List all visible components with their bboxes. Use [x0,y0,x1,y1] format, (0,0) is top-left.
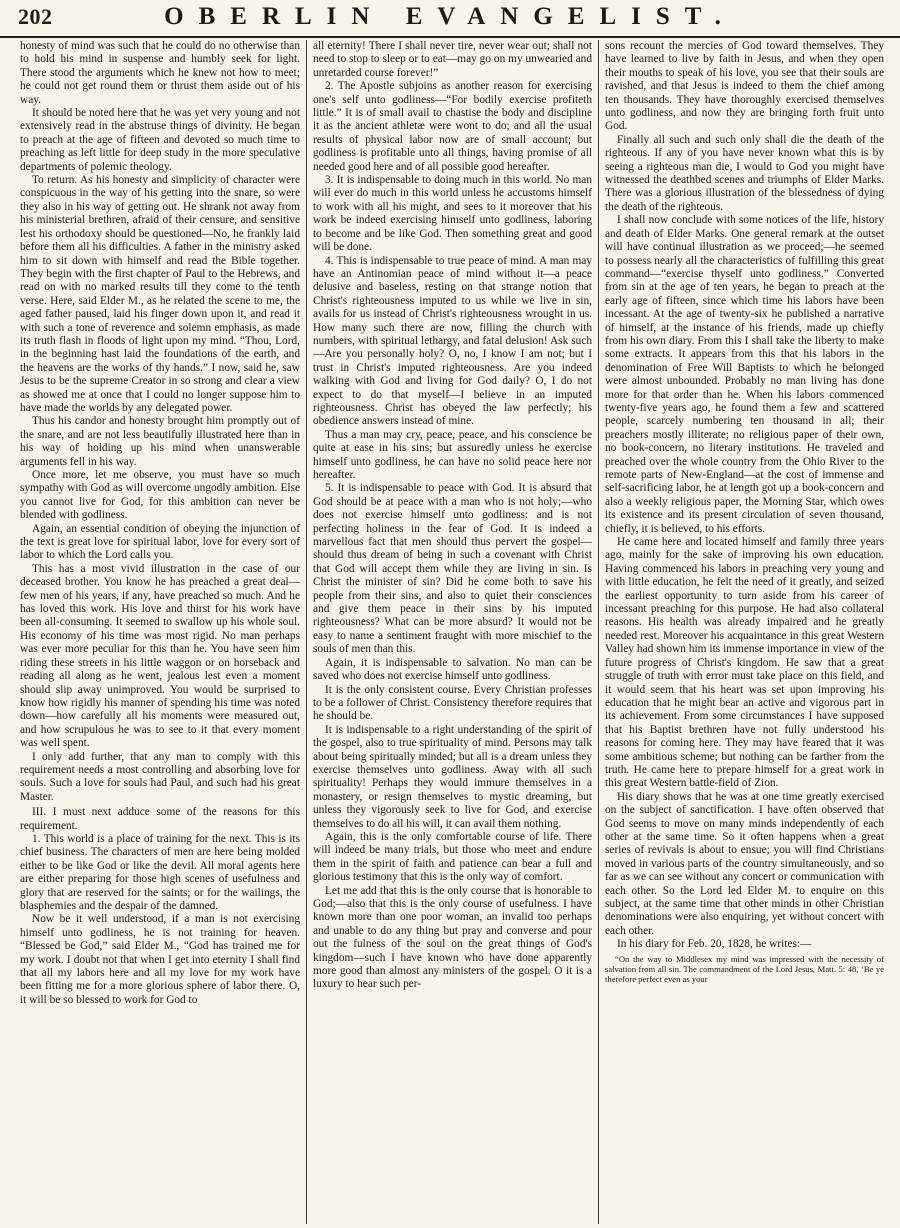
paragraph: Once more, let me observe, you must have so much sympathy with God as will overcome ungodly ambition. Else you cannot live for God, for this ambition can never be blended with godliness. [20,469,300,522]
paragraph: It should be noted here that he was yet very young and not extensively read in the abstruse things of divinity. He began to preach at the age of fifteen and devoted so much time to preaching as left little for deep study in the more speculative departments of polemic theology. [20,107,300,173]
paragraph: Thus his candor and honesty brought him promptly out of the snare, and are not less beautifully illustrated here than in his way of holding up his mind when unanswerable arguments fell in his way. [20,415,300,468]
paragraph: Again, an essential condition of obeying the injunction of the text is great love for spiritual labor, love for every sort of labor to which the Lord calls you. [20,522,300,562]
paragraph: Thus a man may cry, peace, peace, and his conscience be quite at ease in his sins; but assuredly unless he exercise himself unto godliness, he can have no solid peace here nor hereafter. [313,428,592,481]
paragraph: 1. This world is a place of training for the next. This is its chief business. The characters of men are here being molded either to be like God or like the devil. All moral agents here are either preparing for those high scenes of usefulness and glory that are reserved for the saints; or for the wailings, the blasphemies and the despair of the damned. [20,832,300,912]
article-columns [14,40,890,1224]
paragraph: It is indispensable to a right understanding of the spirit of the gospel, also to true spirituality of mind. Persons may talk about being spiritually minded; but all is a dream unless they exercise themselves unto godliness. Away with all such spirituality! Perhaps they would immure themselves in a monastery, or resign themselves to mystic dreaming, but unless they vigorously seek to live for God, and exercise themselves to do all his will, it can avail them nothing. [313,723,592,830]
paragraph: 5. It is indispensable to peace with God. It is absurd that God should be at peace with a man who is not holy;—who does not exercise himself unto godliness: and is not perfecting holiness in the fear of God. It is indeed a marvellous fact that men should thus pervert the gospel—should thus dream of being in such a covenant with Christ that God will accept them while they are living in sin. Is Christ the minister of sin? Did he come both to save his people from their sins, and also to quiet their consciences and give them peace in their sins by his imputed righteousness? What can be more absurd? It would not be easy to name a sentiment fraught with more mischief to the souls of men than this. [313,482,592,656]
masthead [0,0,900,38]
column-1 [14,40,306,1224]
column-3 [598,40,890,1224]
paragraph: “On the way to Middlesex my mind was impressed with the necessity of salvation from all sin. The commandment of the Lord Jesus, Matt. 5: 48, ‘Be ye therefore perfect even as your [605,953,884,984]
paper-title: OBERLIN EVANGELIST. [164,3,736,30]
paragraph: Now be it well understood, if a man is not exercising himself unto godliness, he is not training for heaven. “Blessed be God,” said Elder M., “God has trained me for my work. I doubt not that when I get into eternity I shall find that all my labors here and all my love for my work have been fitting me for a more glorious sphere of labor there. O, it will be so blessed to work for God to [20,913,300,1006]
paragraph: 4. This is indispensable to true peace of mind. A man may have an Antinomian peace of mind without it—a peace delusive and baseless, resting on that strange notion that Christ's righteousness imputed to us while we live in sin, avails for us instead of Christ's righteousness wrought in us. How many such there are now, filling the church with numbers, with spiritual lethargy, and fatal delusion! Ask such—Are you personally holy? O, no, I know I am not; but I trust in Christ's imputed righteousness. Are you indeed walking with God and living for God daily? O, I do not expect to do that myself—I believe in an imputed righteousness. Christ has obeyed the law perfectly; his obedience answers instead of mine. [313,254,592,428]
paragraph: To return. As his honesty and simplicity of character were conspicuous in the way of his getting into the snare, so were they also in his way of getting out. He shrank not away from his ministerial brethren, afraid of their censure, and sensitive lest his orthodoxy should be questioned—No, he frankly laid before them all his difficulties. A father in the ministry asked him to sit down with himself and read the Bible together. They begin with the first chapter of Paul to the Hebrews, and read on with no marked results till they come to the tenth verse. Here, said Elder M., as he related the scene to me, the aged father paused, laid his finger down upon it, and read it with such a tone of reverence and solemn emphasis, as made its truth flash in floods of light upon my mind. “Thou, Lord, in the beginning hast laid the foundations of the earth, and the heavens are the works of thy hands.” I now, said he, saw Jesus to be the supreme Creator in so strong and clear a view as showed me at once that I could no longer suppose him to have made the worlds by any delegated power. [20,174,300,414]
paragraph: I only add further, that any man to comply with this requirement needs a most controlling and absorbing love for souls. Such a love for souls had Paul, and such had his great Master. [20,750,300,803]
paragraph: Finally all such and such only shall die the death of the righteous. If any of you have never known what this is by seeing a righteous man die, I would to God you might have witnessed the deathbed scenes and triumphs of Elder Marks. There was a glorious illustration of the blessedness of dying the death of the righteous. [605,133,884,213]
paragraph: Again, it is indispensable to salvation. No man can be saved who does not exercise himself unto godliness. [313,656,592,683]
paragraph: III. I must next adduce some of the reasons for this requirement. [20,806,300,832]
paragraph: 3. It is indispensable to doing much in this world. No man will ever do much in this world unless he accustoms himself to work with all his might, and sees to it moreover that his work be indeed exercising himself unto godliness, laboring to become and be like God. Then something great and good will be done. [313,174,592,254]
paragraph: I shall now conclude with some notices of the life, history and death of Elder Marks. One general remark at the outset will have continual illustration as we proceed;—he seemed to possess nearly all the characteristics of fulfilling this great command—“exercise thyself unto godliness.” Converted from sin at the age of ten years, he began to preach at the early age of fifteen, since which time his labors have been incessant. At the age of twenty-six he published a narrative of himself, at the instance of his friends, made up chiefly from his own diary. From this I shall take the liberty to make some extracts. It appears from this that his labors in the denomination of Free Will Baptists to which he belonged were almost unbounded. Probably no man living has done more for that order than he. When his labors commenced twenty-five years ago, he found them a few and scattered people, scarcely numbering ten thousand in all; their preachers mostly illiterate; no religious paper of their own, no book-concern, no literary institutions. He traveled and preached over the whole country from the Ohio River to the remote parts of New-England—at the cost of immense and self-sacrificing labor, he at length got up a book-concern and also a weekly religious paper, the Morning Star, which owes its existence and its present circulation of seven thousand, chiefly, it is believed, to his efforts. [605,214,884,535]
paragraph: 2. The Apostle subjoins as another reason for exercising one's self unto godliness—“For bodily exercise profiteth little.” It is of small avail to chastise the body and discipline it as the ancient athletæ were wont to do; and all the usual results of physical labor now are of small account; but godliness is profitable unto all things, having promise of all needed good here and of all possible good hereafter. [313,80,592,173]
paragraph: This has a most vivid illustration in the case of our deceased brother. You know he has preached a great deal—few men of his years, if any, have preached so much. And he has loved this work. His love and thirst for his work have been all-consuming. It seemed to swallow up his whole soul. His economy of his time was most rigid. No man perhaps was ever more peculiar for this than he. You have seen him riding these streets in his little waggon or on horseback and reading all along as he went, jealous lest even a moment should slip away unimproved. You would be surprised to know how rigidly his manner of spending his time was noted down—how carefully all his moments were measured out, and how scrupulous he was to see to it that every moment was well spent. [20,562,300,750]
paragraph: His diary shows that he was at one time greatly exercised on the subject of sanctification. I have often observed that God seems to move on many minds independently of each other at the same time. So it often happens when a great series of revivals is about to ensue; you will find Christians moved in various parts of the country simultaneously, and so far as we can see without any concert or communication with each other. So the Lord led Elder M. to enquire on this subject, at the same time that other minds in other Christian denominations were also enquiring, yet without concert with each other. [605,790,884,937]
paragraph: Let me add that this is the only course that is honorable to God;—also that this is the only course of usefulness. I have known more than one poor woman, an invalid too perhaps and unable to do any thing but pray and converse and pour out the fulness of the soul on the great things of God's kingdom—such I have known who have done apparently more good than almost any ministers of the gospel. O it is a luxury to hear such per- [313,884,592,991]
paragraph: He came here and located himself and family three years ago, mainly for the sake of improving his own education. Having commenced his labors in preaching very young and with little education, he felt the need of it greatly, and seized the earliest opportunity to turn aside from his career of incessant preaching for this purpose. He had also collateral reasons. His health was already impaired and he greatly needed rest. Moreover his acquaintance in this great Western Valley had shown him its immense importance in view of the future progress of Christ's kingdom. He saw that a great struggle of truth with error must take place on this field, and it would seem that his heart was set upon improving his education that he might bear an active and vigorous part in its achievement. From some circumstances I have supposed that his Baptist brethren have not fully understood his reasons for coming here. They may have feared that it was some ambitious scheme; but nothing can be farther from the truth. He came here to prepare himself for a great work in this great Western battle-field of Zion. [605,536,884,790]
paragraph: honesty of mind was such that he could do no otherwise than to hold his mind in suspense and humbly seek for light. There stood the arguments which he knew not how to meet; he could not get round them or thrust them aside out of his way. [20,40,300,106]
paragraph: It is the only consistent course. Every Christian professes to be a follower of Christ. Consistency therefore requires that he should be. [313,683,592,723]
page-number: 202 [18,4,53,29]
paragraph: all eternity! There I shall never tire, never wear out; shall not need to stop to sleep or to eat—may go on my unwearied and unretarded course forever!” [313,40,592,79]
paragraph: In his diary for Feb. 20, 1828, he writes:— [617,938,812,951]
column-2 [306,40,598,1224]
paragraph: sons recount the mercies of God toward themselves. They have learned to live by faith in Jesus, and when they open their mouths to speak of his love, you see that their souls are ravished, and that Jesus is indeed to them the chief among ten thousands. They have thoroughly exercised themselves unto godliness, and now they are bringing forth fruit unto God. [605,40,884,133]
paragraph: Again, this is the only comfortable course of life. There will indeed be many trials, but those who meet and endure them in the spirit of faith and patience can bear a full and glorious testimony that this is the only way of comfort. [313,830,592,884]
